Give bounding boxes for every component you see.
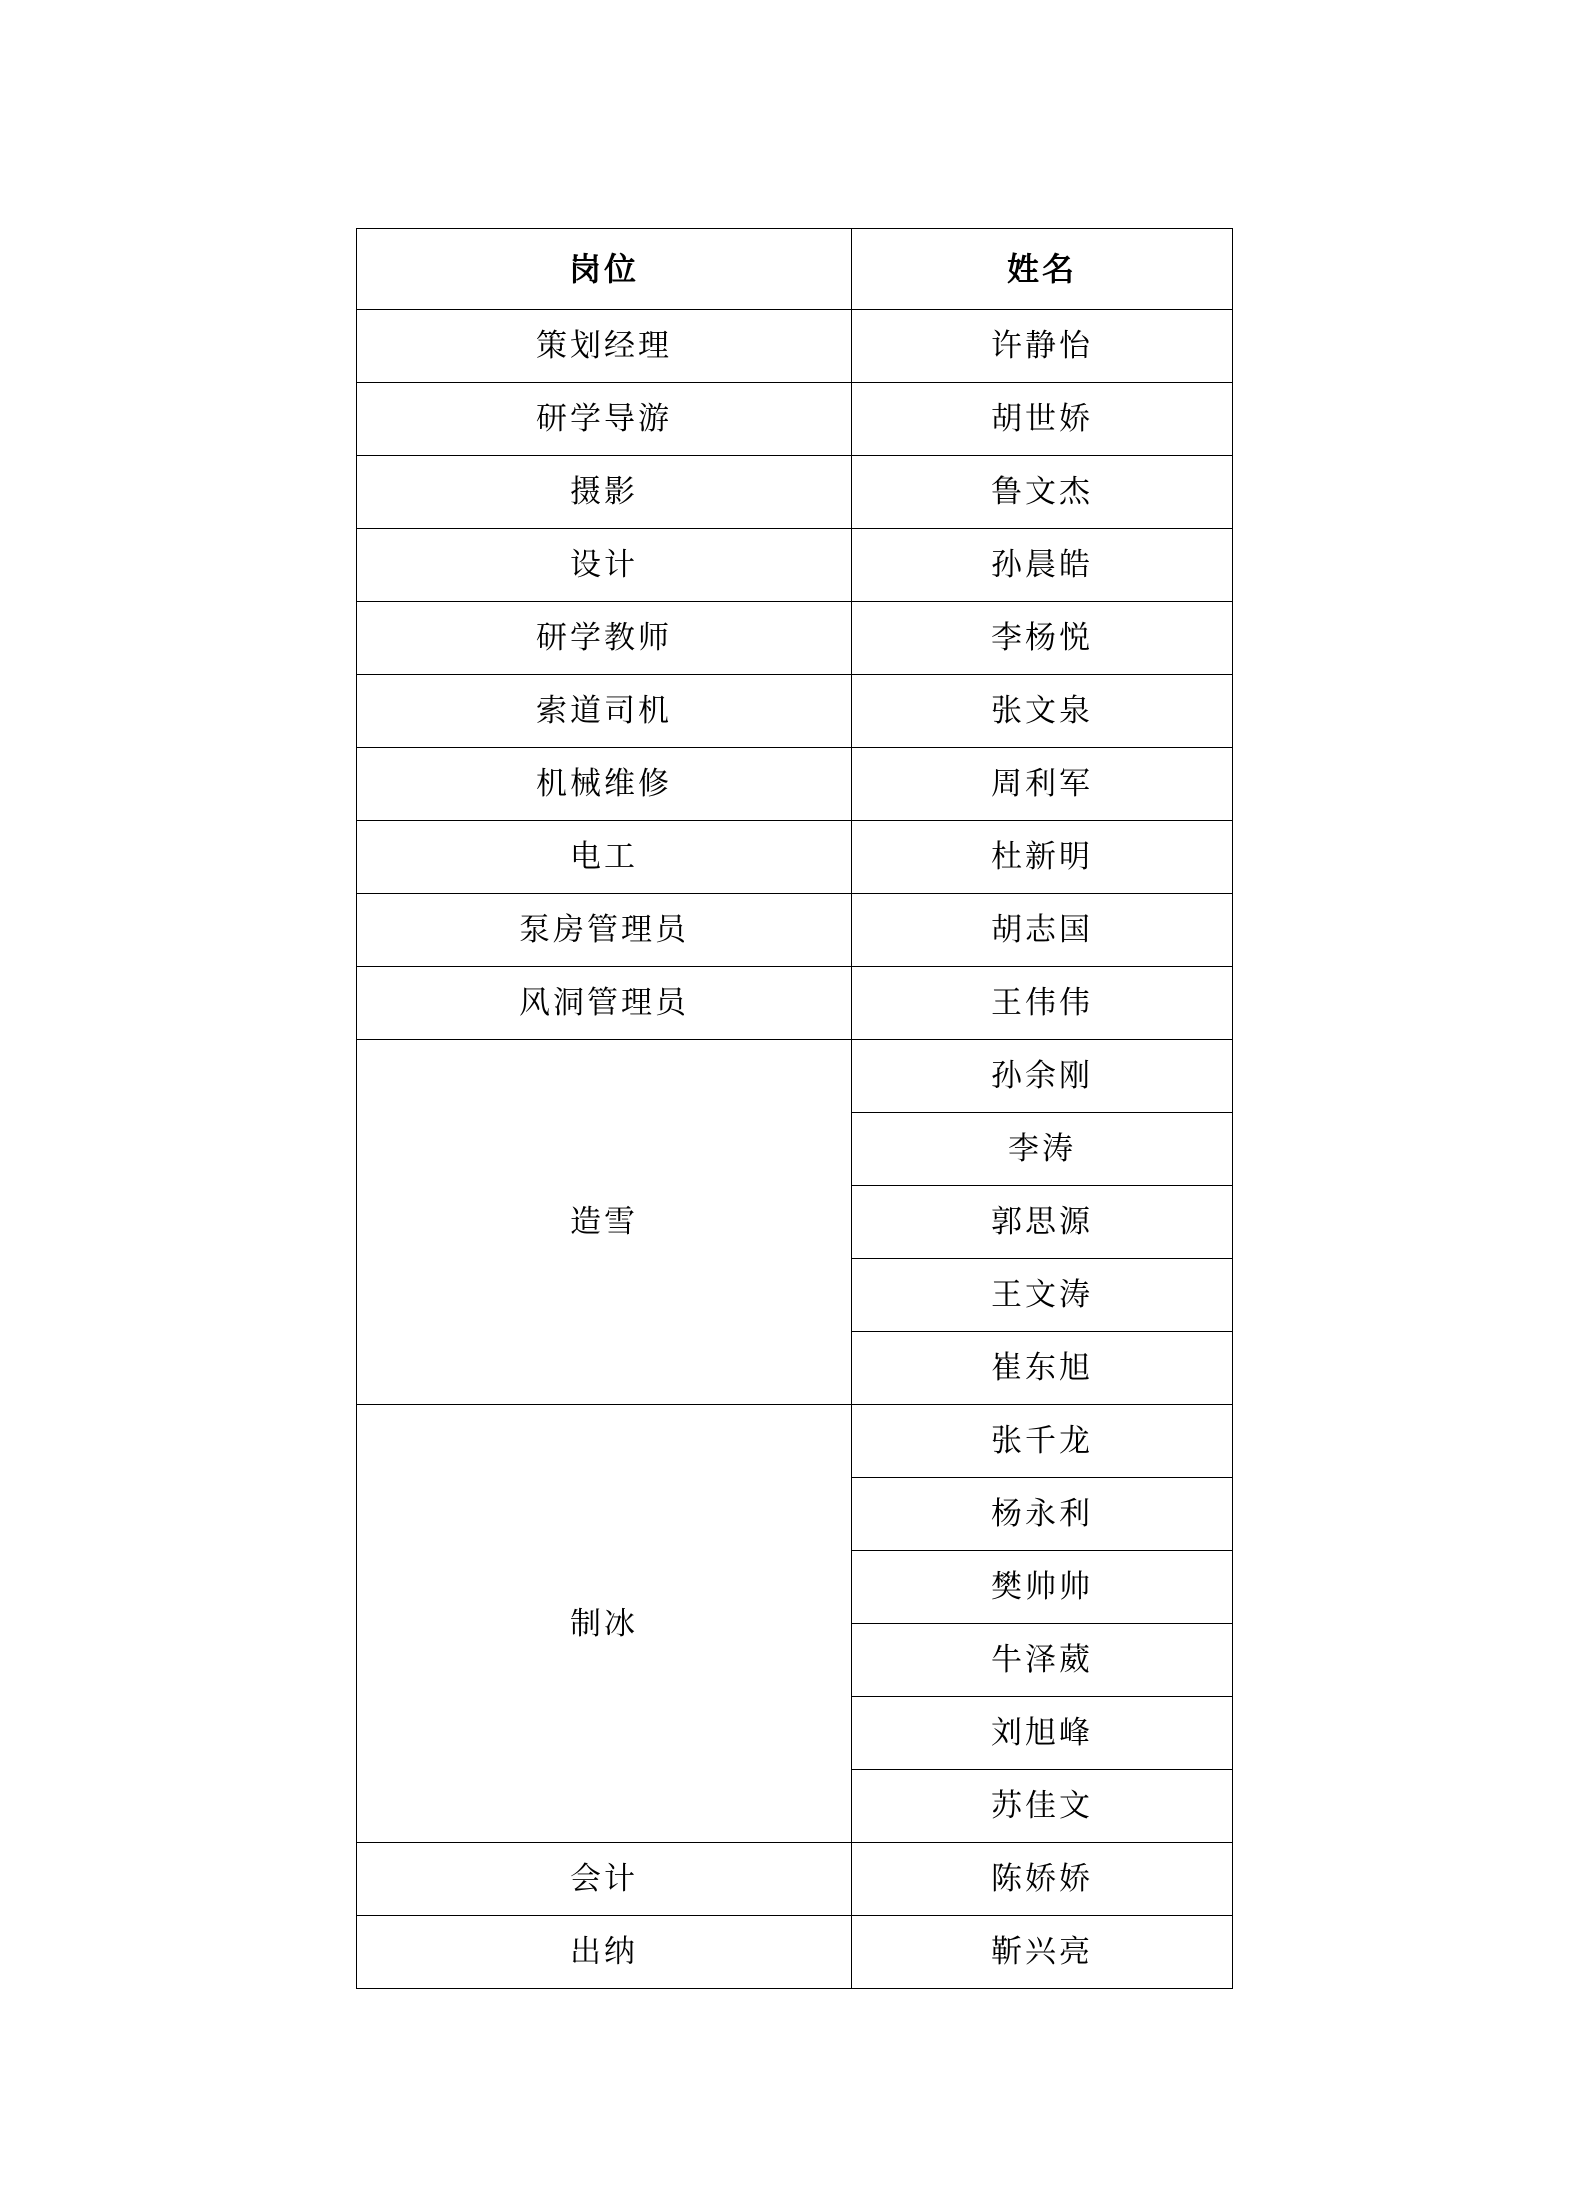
table-header-row (357, 229, 1233, 310)
cell-name: 杜新明 (852, 821, 1233, 894)
cell-name: 刘旭峰 (852, 1697, 1233, 1770)
cell-name: 许静怡 (852, 310, 1233, 383)
cell-name: 胡世娇 (852, 383, 1233, 456)
cell-post: 电工 (357, 821, 852, 894)
table-row (357, 821, 1233, 894)
cell-name: 牛泽葳 (852, 1624, 1233, 1697)
cell-name: 孙余刚 (852, 1040, 1233, 1113)
table-row (357, 383, 1233, 456)
cell-post: 摄影 (357, 456, 852, 529)
cell-name: 陈娇娇 (852, 1843, 1233, 1916)
cell-post: 出纳 (357, 1916, 852, 1989)
cell-post: 制冰 (357, 1405, 852, 1843)
table-row (357, 310, 1233, 383)
cell-name: 李杨悦 (852, 602, 1233, 675)
column-header-name: 姓名 (852, 229, 1233, 310)
cell-post: 会计 (357, 1843, 852, 1916)
table-row (357, 967, 1233, 1040)
cell-name: 孙晨皓 (852, 529, 1233, 602)
column-header-post: 岗位 (357, 229, 852, 310)
table-row (357, 748, 1233, 821)
cell-name: 郭思源 (852, 1186, 1233, 1259)
table-row (357, 675, 1233, 748)
table-header (357, 229, 1233, 310)
table-row (357, 456, 1233, 529)
cell-name: 苏佳文 (852, 1770, 1233, 1843)
cell-name: 杨永利 (852, 1478, 1233, 1551)
cell-post: 机械维修 (357, 748, 852, 821)
cell-post: 设计 (357, 529, 852, 602)
cell-name: 崔东旭 (852, 1332, 1233, 1405)
roster-table-container (356, 228, 1232, 1989)
table-row (357, 1040, 1233, 1113)
table-row (357, 529, 1233, 602)
cell-post: 研学导游 (357, 383, 852, 456)
cell-name: 鲁文杰 (852, 456, 1233, 529)
table-row (357, 1405, 1233, 1478)
cell-name: 胡志国 (852, 894, 1233, 967)
cell-post: 策划经理 (357, 310, 852, 383)
cell-name: 李涛 (852, 1113, 1233, 1186)
cell-post: 泵房管理员 (357, 894, 852, 967)
cell-post: 索道司机 (357, 675, 852, 748)
table-row (357, 602, 1233, 675)
cell-name: 王伟伟 (852, 967, 1233, 1040)
cell-post: 造雪 (357, 1040, 852, 1405)
cell-post: 风洞管理员 (357, 967, 852, 1040)
cell-post: 研学教师 (357, 602, 852, 675)
cell-name: 王文涛 (852, 1259, 1233, 1332)
table-row (357, 1916, 1233, 1989)
cell-name: 周利军 (852, 748, 1233, 821)
cell-name: 樊帅帅 (852, 1551, 1233, 1624)
cell-name: 张千龙 (852, 1405, 1233, 1478)
cell-name: 张文泉 (852, 675, 1233, 748)
table-row (357, 1843, 1233, 1916)
roster-table (356, 228, 1233, 1989)
table-body (357, 310, 1233, 1989)
table-row (357, 894, 1233, 967)
cell-name: 靳兴亮 (852, 1916, 1233, 1989)
